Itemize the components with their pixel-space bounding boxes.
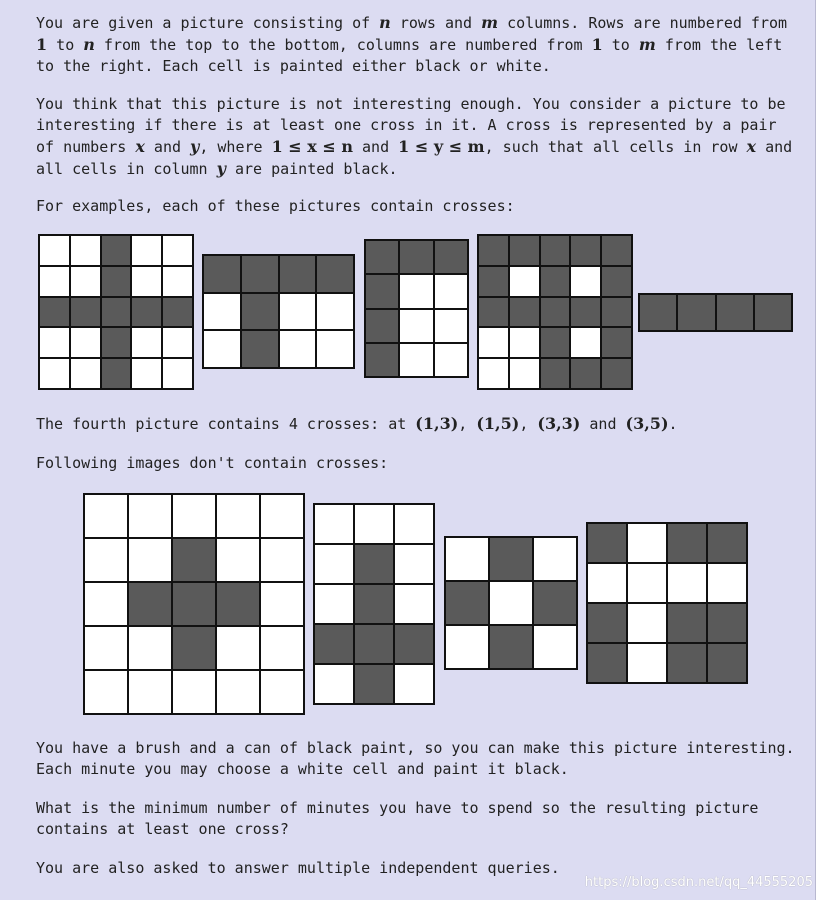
white-cell <box>162 358 193 389</box>
black-cell <box>587 523 627 563</box>
math-cross-coordinate: (1,3) <box>415 414 459 433</box>
white-cell <box>131 327 162 358</box>
text-fragment: and <box>580 415 626 433</box>
white-cell <box>394 504 434 544</box>
white-cell <box>203 293 241 331</box>
black-cell <box>667 603 707 643</box>
black-cell <box>509 297 540 328</box>
white-cell <box>84 626 128 670</box>
black-cell <box>707 523 747 563</box>
no-cross-example-grid-3 <box>444 536 578 670</box>
text-fragment: You are given a picture consisting of <box>36 14 380 32</box>
black-cell <box>601 297 632 328</box>
no-cross-example-grid-1 <box>83 493 305 715</box>
text-fragment: and <box>353 138 399 156</box>
text-fragment: and <box>756 138 793 156</box>
black-cell <box>540 358 571 389</box>
text-fragment: from the top to the bottom, columns are numbered from <box>94 36 592 54</box>
black-cell <box>241 330 279 368</box>
paragraph-question <box>36 798 806 840</box>
white-cell <box>70 327 101 358</box>
black-cell <box>540 266 571 297</box>
black-cell <box>707 643 747 683</box>
white-cell <box>128 626 172 670</box>
black-cell <box>101 266 132 297</box>
text-fragment: to the right. Each cell is painted either black or white. <box>36 57 551 75</box>
cross-example-grid-2 <box>202 254 355 369</box>
black-cell <box>667 523 707 563</box>
black-cell <box>365 240 399 274</box>
black-cell <box>677 294 715 331</box>
black-cell <box>570 235 601 266</box>
white-cell <box>434 309 468 343</box>
watermark: https://blog.csdn.net/qq_44555205 <box>584 875 813 890</box>
white-cell <box>70 266 101 297</box>
black-cell <box>399 240 433 274</box>
white-cell <box>216 670 260 714</box>
white-cell <box>399 274 433 308</box>
white-cell <box>260 670 304 714</box>
white-cell <box>587 563 627 603</box>
black-cell <box>101 358 132 389</box>
math-cross-coordinate: (3,3) <box>537 414 581 433</box>
white-cell <box>570 327 601 358</box>
white-cell <box>314 544 354 584</box>
white-cell <box>279 330 317 368</box>
black-cell <box>489 537 533 581</box>
black-cell <box>478 266 509 297</box>
white-cell <box>84 670 128 714</box>
white-cell <box>627 603 667 643</box>
math-one: 1 <box>36 35 48 54</box>
white-cell <box>314 664 354 704</box>
math-m: m <box>638 35 656 54</box>
text-fragment: and <box>144 138 191 156</box>
paragraph-examples-intro: For examples, each of these pictures contain crosses: <box>36 197 515 215</box>
text-fragment: of numbers <box>36 138 136 156</box>
text-fragment: The fourth picture contains 4 crosses: at <box>36 415 416 433</box>
white-cell <box>434 274 468 308</box>
text-fragment: , where <box>199 138 272 156</box>
white-cell <box>316 293 354 331</box>
white-cell <box>216 538 260 582</box>
white-cell <box>131 358 162 389</box>
white-cell <box>70 235 101 266</box>
white-cell <box>533 537 577 581</box>
math-y: y <box>190 137 200 156</box>
white-cell <box>627 523 667 563</box>
black-cell <box>394 624 434 664</box>
text-fragment: You think that this picture is not interesting enough. You consider a picture to be <box>36 95 786 113</box>
white-cell <box>84 494 128 538</box>
white-cell <box>399 309 433 343</box>
black-cell <box>162 297 193 328</box>
black-cell <box>639 294 677 331</box>
black-cell <box>478 235 509 266</box>
black-cell <box>754 294 792 331</box>
black-cell <box>172 626 216 670</box>
white-cell <box>39 266 70 297</box>
white-cell <box>445 537 489 581</box>
black-cell <box>445 581 489 625</box>
white-cell <box>434 343 468 377</box>
black-cell <box>101 235 132 266</box>
white-cell <box>394 584 434 624</box>
paragraph-fourth-picture <box>36 413 806 435</box>
white-cell <box>707 563 747 603</box>
white-cell <box>509 327 540 358</box>
white-cell <box>84 582 128 626</box>
paragraph-queries: You are also asked to answer multiple independent queries. <box>36 859 560 877</box>
black-cell <box>172 582 216 626</box>
text-fragment: are painted black. <box>225 160 398 178</box>
black-cell <box>101 327 132 358</box>
white-cell <box>509 358 540 389</box>
black-cell <box>241 255 279 293</box>
text-fragment: . <box>668 415 678 433</box>
black-cell <box>570 358 601 389</box>
text-fragment: contains at least one cross? <box>36 820 289 838</box>
white-cell <box>162 266 193 297</box>
white-cell <box>260 582 304 626</box>
black-cell <box>203 255 241 293</box>
text-fragment: from the left <box>655 36 783 54</box>
no-cross-example-grid-4 <box>586 522 748 684</box>
white-cell <box>216 494 260 538</box>
white-cell <box>260 538 304 582</box>
black-cell <box>601 266 632 297</box>
text-fragment: rows and <box>390 14 482 32</box>
white-cell <box>172 670 216 714</box>
black-cell <box>279 255 317 293</box>
black-cell <box>101 297 132 328</box>
math-cross-coordinate: (1,5) <box>476 414 520 433</box>
white-cell <box>172 494 216 538</box>
black-cell <box>716 294 754 331</box>
black-cell <box>39 297 70 328</box>
white-cell <box>314 504 354 544</box>
black-cell <box>128 582 172 626</box>
white-cell <box>279 293 317 331</box>
white-cell <box>399 343 433 377</box>
white-cell <box>162 235 193 266</box>
text-fragment: interesting if there is at least one cross in it. A cross is represented by a pair <box>36 116 777 134</box>
paragraph-no-crosses-intro: Following images don't contain crosses: <box>36 454 389 472</box>
black-cell <box>587 603 627 643</box>
black-cell <box>354 544 394 584</box>
math-y: y <box>216 159 226 178</box>
text-fragment: , such that all cells in row <box>484 138 747 156</box>
black-cell <box>509 235 540 266</box>
black-cell <box>601 235 632 266</box>
cross-example-grid-3 <box>364 239 469 378</box>
black-cell <box>540 235 571 266</box>
white-cell <box>478 358 509 389</box>
black-cell <box>131 297 162 328</box>
black-cell <box>70 297 101 328</box>
black-cell <box>316 255 354 293</box>
text-fragment: , <box>519 415 538 433</box>
cross-example-grid-4 <box>477 234 633 390</box>
white-cell <box>627 563 667 603</box>
white-cell <box>84 538 128 582</box>
cross-example-grid-5 <box>638 293 793 332</box>
black-cell <box>365 274 399 308</box>
math-n: n <box>379 13 391 32</box>
black-cell <box>540 327 571 358</box>
black-cell <box>570 297 601 328</box>
black-cell <box>365 309 399 343</box>
black-cell <box>533 581 577 625</box>
white-cell <box>489 581 533 625</box>
math-n: n <box>83 35 95 54</box>
black-cell <box>478 297 509 328</box>
white-cell <box>131 266 162 297</box>
white-cell <box>39 235 70 266</box>
black-cell <box>365 343 399 377</box>
white-cell <box>509 266 540 297</box>
black-cell <box>601 358 632 389</box>
math-condition-x: 1 ≤ x ≤ n <box>271 137 353 156</box>
white-cell <box>394 544 434 584</box>
text-fragment: Each minute you may choose a white cell and paint it black. <box>36 760 569 778</box>
black-cell <box>489 625 533 669</box>
black-cell <box>354 624 394 664</box>
white-cell <box>70 358 101 389</box>
white-cell <box>162 327 193 358</box>
text-fragment: What is the minimum number of minutes you have to spend so the resulting picture <box>36 799 759 817</box>
white-cell <box>203 330 241 368</box>
math-one: 1 <box>591 35 603 54</box>
white-cell <box>478 327 509 358</box>
no-cross-example-grid-2 <box>313 503 435 705</box>
text-fragment: all cells in column <box>36 160 217 178</box>
white-cell <box>570 266 601 297</box>
text-fragment: to <box>47 36 84 54</box>
black-cell <box>667 643 707 683</box>
white-cell <box>216 626 260 670</box>
white-cell <box>394 664 434 704</box>
black-cell <box>216 582 260 626</box>
black-cell <box>241 293 279 331</box>
white-cell <box>314 584 354 624</box>
white-cell <box>128 494 172 538</box>
math-x: x <box>135 137 145 156</box>
white-cell <box>128 538 172 582</box>
black-cell <box>314 624 354 664</box>
white-cell <box>39 358 70 389</box>
black-cell <box>601 327 632 358</box>
text-fragment: to <box>602 36 639 54</box>
white-cell <box>260 626 304 670</box>
white-cell <box>445 625 489 669</box>
white-cell <box>627 643 667 683</box>
black-cell <box>707 603 747 643</box>
black-cell <box>172 538 216 582</box>
paragraph-definition <box>36 94 806 180</box>
math-condition-y: 1 ≤ y ≤ m <box>398 137 485 156</box>
math-x: x <box>746 137 757 156</box>
black-cell <box>354 664 394 704</box>
white-cell <box>316 330 354 368</box>
white-cell <box>533 625 577 669</box>
white-cell <box>131 235 162 266</box>
text-fragment: You have a brush and a can of black paint, so you can make this picture interesting. <box>36 739 795 757</box>
math-m: m <box>481 13 499 32</box>
black-cell <box>354 584 394 624</box>
white-cell <box>39 327 70 358</box>
black-cell <box>587 643 627 683</box>
white-cell <box>260 494 304 538</box>
paragraph-intro <box>36 12 806 77</box>
cross-example-grid-1 <box>38 234 194 390</box>
math-cross-coordinate: (3,5) <box>625 414 669 433</box>
white-cell <box>128 670 172 714</box>
text-fragment: , <box>458 415 477 433</box>
black-cell <box>434 240 468 274</box>
text-fragment: columns. Rows are numbered from <box>498 14 788 32</box>
white-cell <box>667 563 707 603</box>
paragraph-brush <box>36 738 806 780</box>
white-cell <box>354 504 394 544</box>
black-cell <box>540 297 571 328</box>
